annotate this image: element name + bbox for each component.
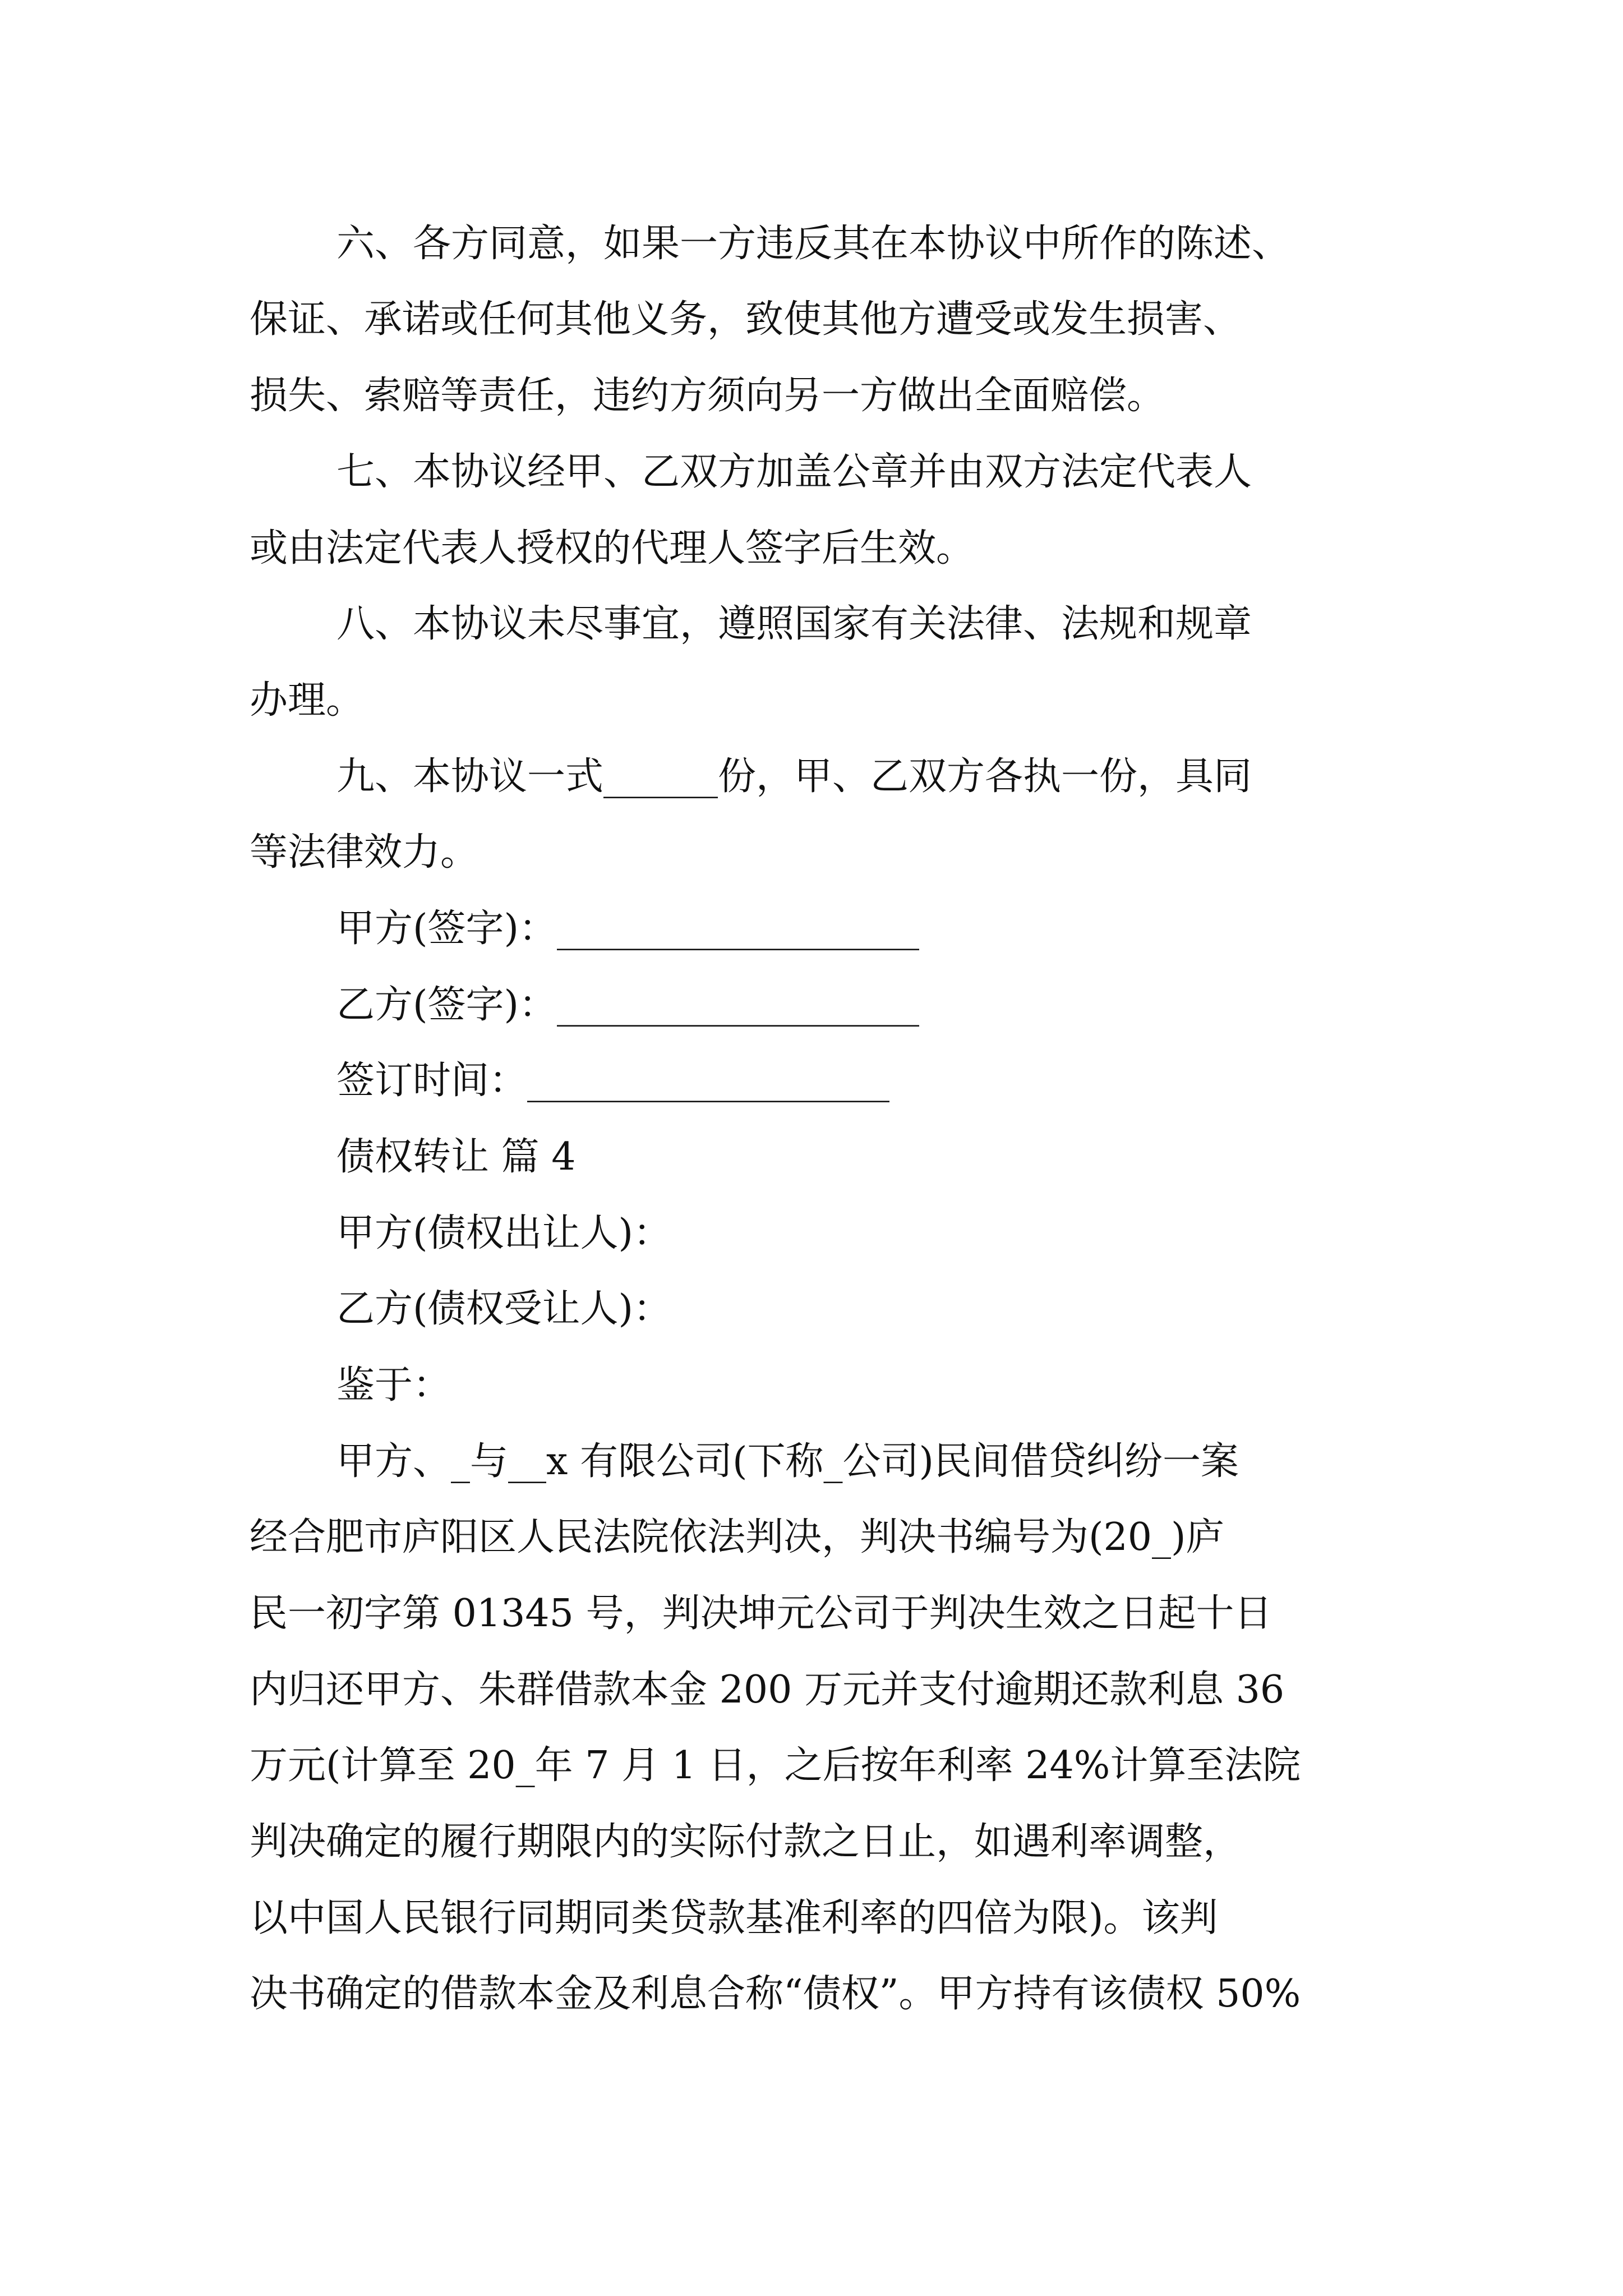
recital-line-3: 民一初字第 01345 号，判决坤元公司于判决生效之日起十日 (250, 1591, 1272, 1636)
party-a-signature-line: 甲方(签字)：___________________ (336, 907, 920, 951)
party-b-transferee-line: 乙方(债权受让人)： (336, 1287, 672, 1331)
recital-line-6: 判决确定的履行期限内的实际付款之日止，如遇利率调整， (250, 1820, 1242, 1864)
clause-7-line-2: 或由法定代表人授权的代理人签字后生效。 (250, 526, 975, 570)
clause-9-line-2: 等法律效力。 (250, 830, 479, 875)
clause-6-line-2: 保证、承诺或任何其他义务，致使其他方遭受或发生损害、 (250, 297, 1242, 342)
clause-8-line-1: 八、本协议未尽事宜，遵照国家有关法律、法规和规章 (336, 602, 1252, 646)
recital-line-2: 经合肥市庐阳区人民法院依法判决，判决书编号为(20_)庐 (250, 1515, 1224, 1559)
recital-line-8: 决书确定的借款本金及利息合称“债权”。甲方持有该债权 50% (250, 1972, 1301, 2016)
party-b-signature-line: 乙方(签字)：___________________ (336, 983, 920, 1027)
clause-9-line-1: 九、本协议一式______份，甲、乙双方各执一份，具同 (336, 754, 1252, 799)
recital-line-7: 以中国人民银行同期同类贷款基准利率的四倍为限)。该判 (250, 1896, 1218, 1940)
signing-date-line: 签订时间：___________________ (336, 1059, 890, 1103)
recital-line-4: 内归还甲方、朱群借款本金 200 万元并支付逾期还款利息 36 (250, 1668, 1285, 1712)
clause-7-line-1: 七、本协议经甲、乙双方加盖公章并由双方法定代表人 (336, 450, 1252, 494)
party-a-transferor-line: 甲方(债权出让人)： (336, 1211, 672, 1255)
recital-line-5: 万元(计算至 20_年 7 月 1 日，之后按年利率 24%计算至法院 (250, 1743, 1301, 1788)
whereas-label: 鉴于： (336, 1363, 451, 1407)
recital-line-1: 甲方、_与__x 有限公司(下称_公司)民间借贷纠纷一案 (336, 1439, 1239, 1484)
clause-6-line-3: 损失、索赔等责任，违约方须向另一方做出全面赔偿。 (250, 374, 1165, 418)
section-heading: 债权转让 篇 4 (336, 1135, 576, 1179)
clause-6-line-1: 六、各方同意，如果一方违反其在本协议中所作的陈述、 (336, 222, 1290, 266)
clause-8-line-2: 办理。 (250, 678, 365, 723)
